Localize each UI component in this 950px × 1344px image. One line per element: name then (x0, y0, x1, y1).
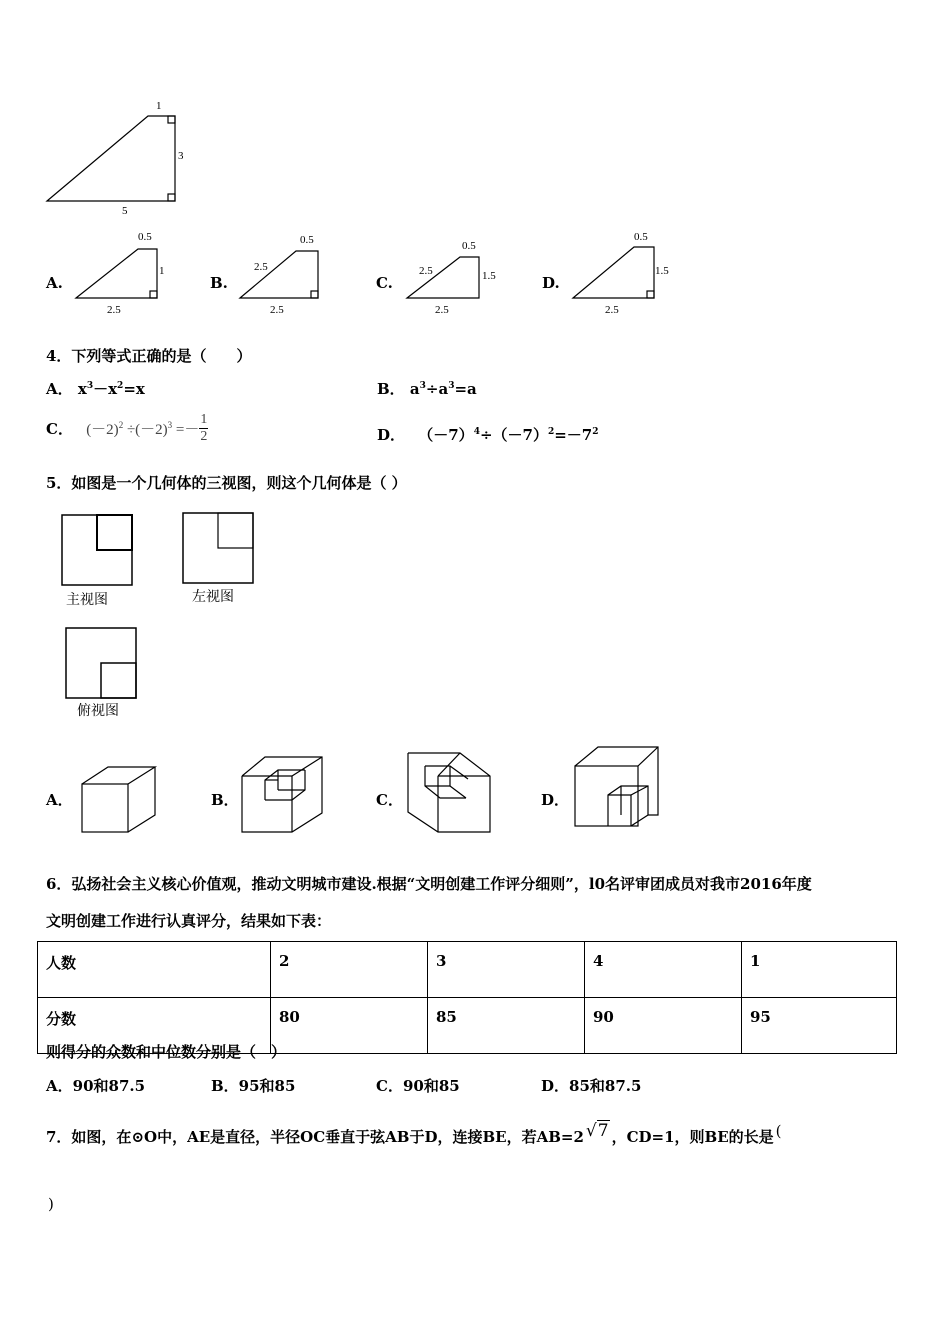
trap-c-side: 1.5 (482, 270, 496, 282)
q4-option-d-exp3: 2 (592, 427, 599, 437)
option-letter: D. (542, 274, 560, 292)
sqrt-radicand: 7 (597, 1121, 609, 1141)
trap-c-top: 0.5 (462, 240, 476, 252)
table-cell: 3 (428, 942, 585, 998)
q4-option-d-exp1: 4 (473, 427, 480, 437)
score-table (37, 941, 897, 1054)
trap-b-bottom: 2.5 (270, 304, 284, 316)
main-top-label: 1 (156, 100, 162, 112)
option-letter: D． (541, 791, 570, 809)
option-letter: B． (211, 791, 239, 809)
trap-d-bottom: 2.5 (605, 304, 619, 316)
option-letter: C. (376, 274, 393, 292)
table-cell: 90 (585, 998, 742, 1054)
q4-option-c-math: $(-2)^2 \div(-2)^3$ =－ (86, 420, 200, 438)
q6-stem-line1: 6．弘扬社会主义核心价值观，推动文明城市建设.根据“文明创建工作评分细则”，l0名评审团成员对我市2016年度 (46, 875, 812, 893)
q4-option-d-part2: ÷（－7） (479, 426, 548, 444)
trap-c-bottom: 2.5 (435, 304, 449, 316)
table-row (38, 942, 897, 998)
q4-option-c[interactable] (46, 412, 208, 445)
table-cell: 分数 (38, 998, 271, 1054)
main-right-label: 3 (178, 150, 184, 162)
q6-stem-line2: 文明创建工作进行认真评分，结果如下表： (46, 912, 332, 930)
main-trapezoid-svg (0, 0, 200, 220)
trap-c-slant: 2.5 (419, 265, 433, 277)
q4-option-c-fraction: $\frac{1}{2}$ (200, 412, 208, 444)
q7-stem-part1: 7．如图，在⊙O中，AE是直径，半径OC垂直于弦AB于D，连接BE，若AB=2 (46, 1128, 584, 1146)
q4-stem: 4．下列等式正确的是（ ） (46, 347, 252, 365)
trap-b-slant: 2.5 (254, 261, 268, 273)
table-cell: 人数 (38, 942, 271, 998)
q6-question: 则得分的众数和中位数分别是（ ） (46, 1043, 287, 1061)
top-view-label: 俯视图 (77, 703, 119, 719)
q4-option-d-exp2: 2 (547, 427, 555, 437)
option-letter: A． (46, 791, 73, 809)
main-bottom-label: 5 (122, 205, 128, 217)
option-letter: C． (46, 420, 73, 438)
q6-option-c[interactable]: C．90和85 (376, 1077, 460, 1095)
q4-option-a[interactable] (46, 378, 145, 399)
solid-d-svg (0, 0, 1, 1)
q6-option-d[interactable]: D．85和87.5 (541, 1077, 642, 1095)
q4-option-b[interactable] (377, 378, 477, 399)
sqrt-expression (586, 1121, 610, 1141)
trap-a-top: 0.5 (138, 231, 152, 243)
trap-d-side: 1.5 (655, 265, 669, 277)
table-cell: 2 (271, 942, 428, 998)
table-cell: 1 (742, 942, 897, 998)
option-letter: D． (377, 426, 406, 444)
q4-option-d-part3: =－7 (554, 426, 593, 444)
q7-close-paren: ) (48, 1195, 54, 1213)
q4-option-d[interactable] (377, 424, 599, 445)
option-letter: C． (376, 791, 403, 809)
trap-d-top: 0.5 (634, 231, 648, 243)
front-view-label: 主视图 (66, 592, 108, 608)
q6-option-b[interactable]: B．95和85 (211, 1077, 296, 1095)
option-letter: B. (210, 274, 228, 292)
table-cell: 4 (585, 942, 742, 998)
table-cell: 85 (428, 998, 585, 1054)
trap-a-side: 1 (159, 265, 165, 277)
trap-a-bottom: 2.5 (107, 304, 121, 316)
q4-option-a-math: $x^3-x^2=x$ (77, 380, 145, 398)
option-letter: A. (46, 274, 63, 292)
q4-option-b-math: $a^3\div a^3=a$ (409, 380, 477, 398)
q6-option-a[interactable]: A．90和87.5 (46, 1077, 146, 1095)
table-cell: 95 (742, 998, 897, 1054)
table-cell: 80 (271, 998, 428, 1054)
q7-open-paren: ( (775, 1122, 782, 1140)
q5-stem: 5．如图是一个几何体的三视图，则这个几何体是（ ） (46, 474, 407, 492)
sqrt-symbol: √ (585, 1121, 597, 1141)
q7-stem (46, 1121, 782, 1147)
q7-stem-part2: ，CD=1，则BE的长是 (611, 1128, 774, 1146)
option-letter: A． (46, 380, 73, 398)
trap-b-top: 0.5 (300, 234, 314, 246)
left-view-label: 左视图 (192, 589, 234, 605)
q4-option-d-part1: （－7） (418, 426, 474, 444)
option-letter: B． (377, 380, 405, 398)
